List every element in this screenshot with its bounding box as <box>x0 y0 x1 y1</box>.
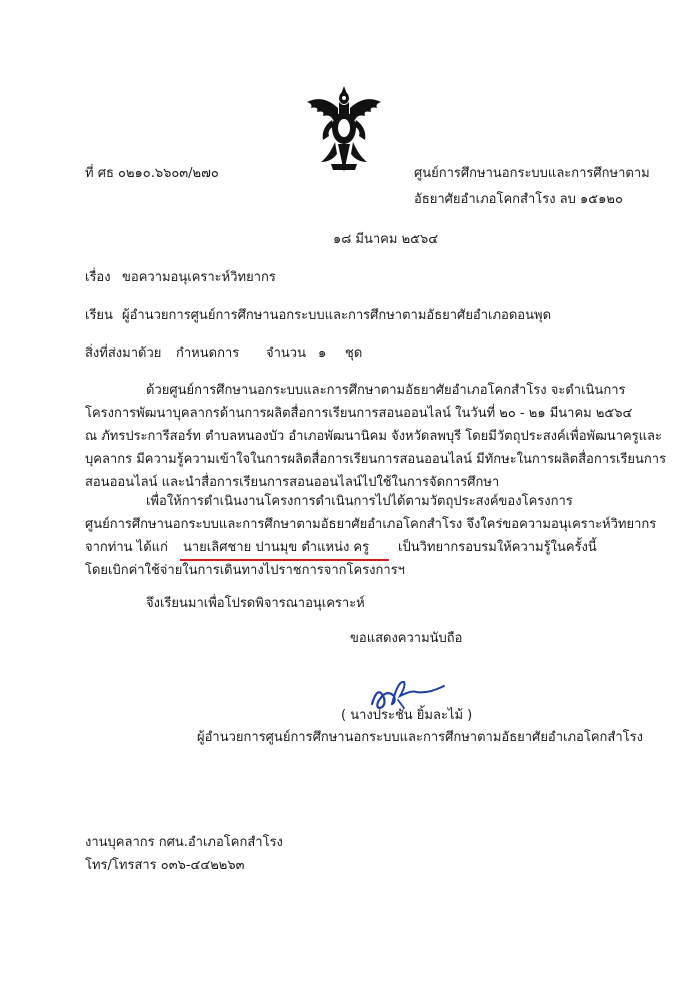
footer-department: งานบุคลากร กศน.อำเภอโคกสำโรง <box>85 835 283 850</box>
issuer-line-2: อัธยาศัยอำเภอโคกสำโรง ลบ ๑๕๑๒๐ <box>414 192 623 207</box>
enclosure-item: กำหนดการ <box>176 346 240 361</box>
subject-label: เรื่อง <box>85 270 111 285</box>
body-p3: จึงเรียนมาเพื่อโปรดพิจารณาอนุเคราะห์ <box>146 596 365 611</box>
body-p2-line-1: เพื่อให้การดำเนินงานโครงการดำเนินการไปได้ตามวัตถุประสงค์ของโครงการ <box>146 494 573 509</box>
enclosure-label: สิ่งที่ส่งมาด้วย <box>85 346 162 361</box>
signer-name: ( นางประชัน ยิ้มละไม้ ) <box>341 708 473 723</box>
garuda-emblem <box>303 84 385 176</box>
body-p2-line-3-post: เป็นวิทยากรอบรมให้ความรู้ในครั้งนี้ <box>398 540 597 555</box>
document-number: ที่ ศธ ๐๒๑๐.๖๖๐๓/๒๗๐ <box>85 166 219 181</box>
body-p2-line-3-pre: จากท่าน ได้แก่ <box>85 540 168 555</box>
subject-text: ขอความอนุเคราะห์วิทยากร <box>122 270 276 285</box>
enclosure-unit: ชุด <box>345 346 363 361</box>
recipient-text: ผู้อำนวยการศูนย์การศึกษานอกระบบและการศึกษาตามอัธยาศัยอำเภอดอนพุด <box>122 308 552 323</box>
body-p1-line-2: โครงการพัฒนาบุคลากรด้านการผลิตสื่อการเรียนการสอนออนไลน์ ในวันที่ ๒๐ - ๒๑ มีนาคม ๒๕๖๔ <box>85 406 633 421</box>
body-p2-line-2: ศูนย์การศึกษานอกระบบและการศึกษาตามอัธยาศัยอำเภอโคกสำโรง จึงใคร่ขอความอนุเคราะห์วิทยากร <box>85 517 657 532</box>
enclosure-qty: ๑ <box>318 346 327 361</box>
issuer-line-1: ศูนย์การศึกษานอกระบบและการศึกษาตาม <box>414 166 650 181</box>
enclosure-qty-label: จำนวน <box>266 346 306 361</box>
signer-title: ผู้อำนวยการศูนย์การศึกษานอกระบบและการศึกษาตามอัธยาศัยอำเภอโคกสำโรง <box>197 730 643 745</box>
body-p1-line-5: สอนออนไลน์ และนำสื่อการเรียนการสอนออนไลน์ไปใช้ในการจัดการศึกษา <box>85 475 500 490</box>
footer-phone: โทร/โทรสาร ๐๓๖-๔๔๒๒๖๓ <box>85 858 245 873</box>
recipient-label: เรียน <box>85 308 113 323</box>
body-p1-line-3: ณ ภัทรประการีสอร์ท ตำบลหนองบัว อำเภอพัฒนานิคม จังหวัดลพบุรี โดยมีวัตถุประสงค์เพื่อพัฒนาครูและ <box>85 429 663 444</box>
speaker-name: นายเลิศชาย ปานมุข ตำแหน่ง ครู <box>183 540 370 555</box>
body-p2-line-4: โดยเบิกค่าใช้จ่ายในการเดินทางไปราชการจากโครงการฯ <box>85 563 405 578</box>
body-p1-line-4: บุคลากร มีความรู้ความเข้าใจในการผลิตสื่อการเรียนการสอนออนไลน์ มีทักษะในการผลิตสื่อการเรียนการ <box>85 452 667 467</box>
closing-text: ขอแสดงความนับถือ <box>350 631 463 646</box>
letter-date: ๑๘ มีนาคม ๒๕๖๔ <box>333 232 439 247</box>
body-p1-line-1: ด้วยศูนย์การศึกษานอกระบบและการศึกษาตามอัธยาศัยอำเภอโคกสำโรง จะดำเนินการ <box>146 383 626 398</box>
